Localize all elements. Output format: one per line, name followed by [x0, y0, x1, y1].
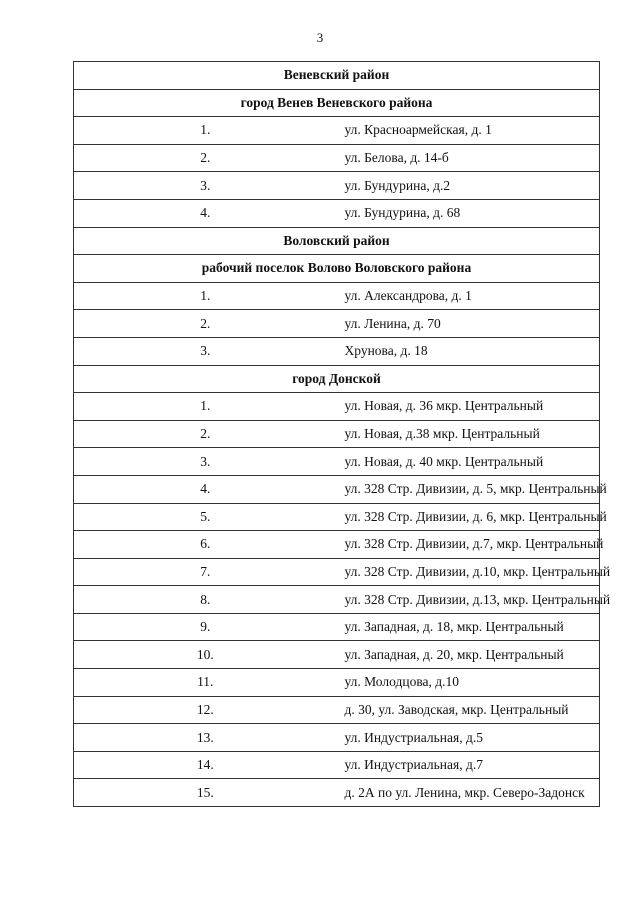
table-row [74, 199, 600, 227]
table-row [74, 337, 600, 365]
table-row [74, 696, 600, 724]
row-number: 2. [74, 310, 337, 338]
row-number: 13. [74, 724, 337, 752]
row-number: 2. [74, 420, 337, 448]
row-number: 1. [74, 117, 337, 145]
table-row [74, 420, 600, 448]
table-row [74, 448, 600, 476]
address-table [73, 61, 611, 807]
table-row [74, 779, 600, 807]
row-number: 14. [74, 751, 337, 779]
section-heading-row [74, 227, 600, 255]
table-row [74, 172, 600, 200]
table-row [74, 393, 600, 421]
row-address: ул. 328 Стр. Дивизии, д. 6, мкр. Центральный [337, 503, 600, 531]
table-row [74, 282, 600, 310]
table-row [74, 310, 600, 338]
row-number: 5. [74, 503, 337, 531]
row-number: 7. [74, 558, 337, 586]
row-number: 12. [74, 696, 337, 724]
row-address: ул. Западная, д. 20, мкр. Центральный [337, 641, 600, 669]
table-row [74, 751, 600, 779]
row-address: ул. Бундурина, д. 68 [337, 199, 600, 227]
row-number: 3. [74, 448, 337, 476]
row-address: д. 2А по ул. Ленина, мкр. Северо-Задонск [337, 779, 600, 807]
table-row [74, 586, 600, 614]
table-row [74, 475, 600, 503]
row-number: 1. [74, 282, 337, 310]
section-heading: рабочий поселок Волово Воловского района [74, 255, 600, 283]
row-address: ул. 328 Стр. Дивизии, д.10, мкр. Центральный [337, 558, 600, 586]
table-row [74, 503, 600, 531]
row-number: 15. [74, 779, 337, 807]
row-address: ул. Новая, д.38 мкр. Центральный [337, 420, 600, 448]
row-address: ул. Бундурина, д.2 [337, 172, 600, 200]
row-address: ул. Ленина, д. 70 [337, 310, 600, 338]
section-heading-row [74, 62, 600, 90]
row-address: ул. Западная, д. 18, мкр. Центральный [337, 613, 600, 641]
row-number: 4. [74, 475, 337, 503]
row-address: ул. 328 Стр. Дивизии, д.7, мкр. Центральный [337, 531, 600, 559]
table-row [74, 117, 600, 145]
row-number: 8. [74, 586, 337, 614]
row-address: ул. 328 Стр. Дивизии, д.13, мкр. Центральный [337, 586, 600, 614]
row-number: 10. [74, 641, 337, 669]
row-number: 4. [74, 199, 337, 227]
row-address: ул. Индустриальная, д.5 [337, 724, 600, 752]
row-number: 3. [74, 172, 337, 200]
row-address: ул. Александрова, д. 1 [337, 282, 600, 310]
section-heading-row [74, 255, 600, 283]
row-address: д. 30, ул. Заводская, мкр. Центральный [337, 696, 600, 724]
table-row [74, 641, 600, 669]
table-row [74, 724, 600, 752]
row-number: 3. [74, 337, 337, 365]
table-row [74, 144, 600, 172]
row-address: ул. Молодцова, д.10 [337, 669, 600, 697]
section-heading: город Венев Веневского района [74, 89, 600, 117]
row-address: ул. Индустриальная, д.7 [337, 751, 600, 779]
row-number: 2. [74, 144, 337, 172]
table-row [74, 531, 600, 559]
section-heading: Воловский район [74, 227, 600, 255]
address-table-body [74, 62, 611, 807]
row-address: ул. Белова, д. 14-б [337, 144, 600, 172]
row-address: Хрунова, д. 18 [337, 337, 600, 365]
row-number: 11. [74, 669, 337, 697]
row-address: ул. Новая, д. 36 мкр. Центральный [337, 393, 600, 421]
section-heading: Веневский район [74, 62, 600, 90]
row-address: ул. Красноармейская, д. 1 [337, 117, 600, 145]
row-number: 9. [74, 613, 337, 641]
section-heading-row [74, 89, 600, 117]
table-row [74, 558, 600, 586]
row-address: ул. Новая, д. 40 мкр. Центральный [337, 448, 600, 476]
section-heading: город Донской [74, 365, 600, 393]
table-row [74, 613, 600, 641]
page-number: 3 [316, 30, 324, 45]
section-heading-row [74, 365, 600, 393]
row-address: ул. 328 Стр. Дивизии, д. 5, мкр. Центральный [337, 475, 600, 503]
row-number: 1. [74, 393, 337, 421]
row-number: 6. [74, 531, 337, 559]
table-row [74, 669, 600, 697]
